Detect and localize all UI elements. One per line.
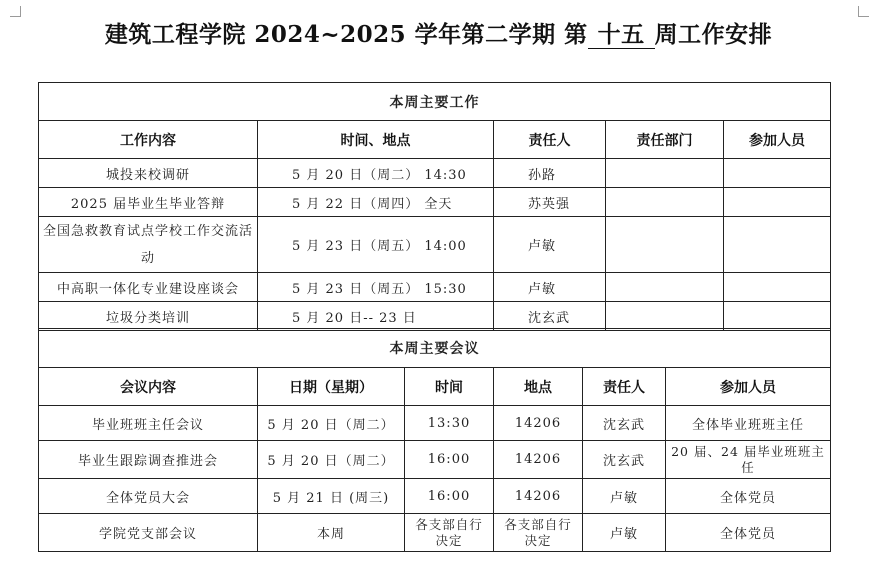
meetings-header-place: 地点 <box>494 368 583 406</box>
meeting-date: 5 月 21 日 (周三) <box>258 479 405 514</box>
work-attendees <box>724 159 831 188</box>
meeting-content: 学院党支部会议 <box>39 514 258 552</box>
work-header-person: 责任人 <box>494 121 606 159</box>
work-content: 全国急救教育试点学校工作交流活动 <box>39 217 258 273</box>
weekly-work-table <box>38 82 831 331</box>
work-row <box>39 159 831 188</box>
work-dept <box>606 302 724 331</box>
meeting-content: 毕业班班主任会议 <box>39 406 258 441</box>
meeting-attendees: 全体毕业班班主任 <box>666 406 831 441</box>
title-prefix: 建筑工程学院 2024~2025 学年第二学期 第 <box>104 21 588 48</box>
work-person: 卢敏 <box>494 217 606 273</box>
work-content: 中高职一体化专业建设座谈会 <box>39 273 258 302</box>
meeting-date: 本周 <box>258 514 405 552</box>
work-section-title: 本周主要工作 <box>39 83 831 121</box>
meeting-attendees: 全体党员 <box>666 514 831 552</box>
title-suffix: 周工作安排 <box>654 21 773 48</box>
meeting-place: 14206 <box>494 441 583 479</box>
title-week-number: 十五 <box>588 22 655 49</box>
work-time: 5 月 20 日（周二） 14:30 <box>258 159 494 188</box>
page-title <box>0 16 877 49</box>
work-dept <box>606 188 724 217</box>
meeting-time: 16:00 <box>405 441 494 479</box>
work-row <box>39 188 831 217</box>
work-person: 沈玄武 <box>494 302 606 331</box>
meetings-header-date: 日期（星期） <box>258 368 405 406</box>
meeting-person: 卢敏 <box>583 479 666 514</box>
meetings-header-person: 责任人 <box>583 368 666 406</box>
work-time: 5 月 23 日（周五） 15:30 <box>258 273 494 302</box>
meeting-attendees: 全体党员 <box>666 479 831 514</box>
work-dept <box>606 159 724 188</box>
meeting-time: 13:30 <box>405 406 494 441</box>
meeting-row <box>39 406 831 441</box>
work-time: 5 月 23 日（周五） 14:00 <box>258 217 494 273</box>
work-time: 5 月 20 日-- 23 日 <box>258 302 494 331</box>
meeting-place: 各支部自行决定 <box>494 514 583 552</box>
meetings-section-title: 本周主要会议 <box>39 329 831 368</box>
work-content: 城投来校调研 <box>39 159 258 188</box>
meeting-content: 全体党员大会 <box>39 479 258 514</box>
meeting-row <box>39 479 831 514</box>
work-person: 孙路 <box>494 159 606 188</box>
work-header-dept: 责任部门 <box>606 121 724 159</box>
meeting-place: 14206 <box>494 479 583 514</box>
meeting-person: 沈玄武 <box>583 441 666 479</box>
meeting-row <box>39 514 831 552</box>
work-dept <box>606 273 724 302</box>
meeting-person: 沈玄武 <box>583 406 666 441</box>
meeting-date: 5 月 20 日（周二） <box>258 406 405 441</box>
work-time: 5 月 22 日（周四） 全天 <box>258 188 494 217</box>
work-row <box>39 302 831 331</box>
work-row <box>39 217 831 273</box>
work-content: 垃圾分类培训 <box>39 302 258 331</box>
meetings-header-content: 会议内容 <box>39 368 258 406</box>
work-attendees <box>724 302 831 331</box>
work-attendees <box>724 273 831 302</box>
meeting-place: 14206 <box>494 406 583 441</box>
meeting-person: 卢敏 <box>583 514 666 552</box>
work-header-content: 工作内容 <box>39 121 258 159</box>
meetings-header-time: 时间 <box>405 368 494 406</box>
work-attendees <box>724 217 831 273</box>
meeting-time: 各支部自行决定 <box>405 514 494 552</box>
meeting-content: 毕业生跟踪调查推进会 <box>39 441 258 479</box>
work-header-attendees: 参加人员 <box>724 121 831 159</box>
meeting-row <box>39 441 831 479</box>
work-person: 卢敏 <box>494 273 606 302</box>
work-person: 苏英强 <box>494 188 606 217</box>
meeting-date: 5 月 20 日（周二） <box>258 441 405 479</box>
work-dept <box>606 217 724 273</box>
work-header-time-place: 时间、地点 <box>258 121 494 159</box>
work-row <box>39 273 831 302</box>
meeting-attendees: 20 届、24 届毕业班班主任 <box>666 441 831 479</box>
meeting-time: 16:00 <box>405 479 494 514</box>
weekly-meetings-table <box>38 328 831 552</box>
meetings-header-attendees: 参加人员 <box>666 368 831 406</box>
work-content: 2025 届毕业生毕业答辩 <box>39 188 258 217</box>
work-attendees <box>724 188 831 217</box>
